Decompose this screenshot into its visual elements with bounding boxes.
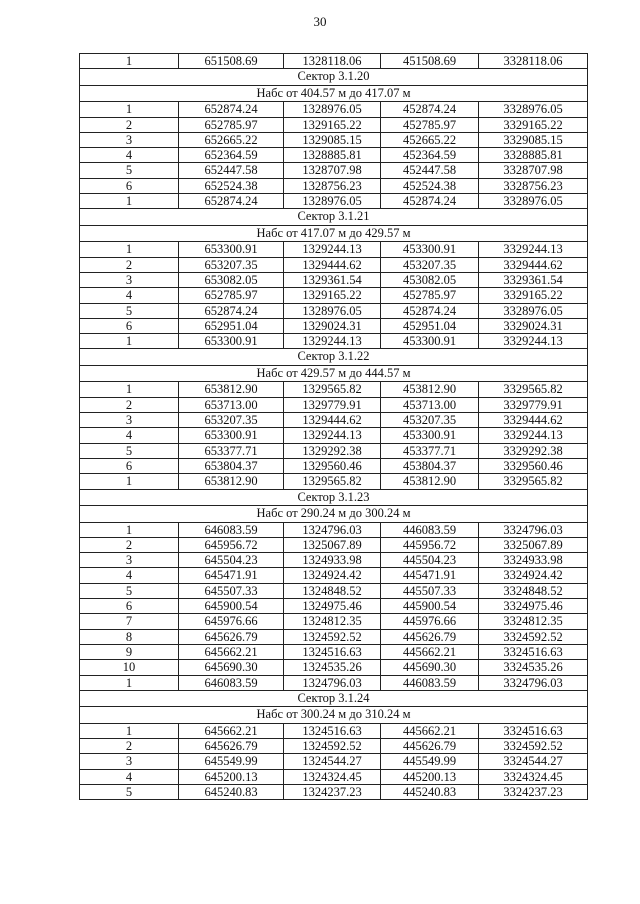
coordinate-cell: 653082.05 [179,272,284,287]
table-row [80,660,588,675]
coordinate-cell: 445549.99 [381,754,479,769]
point-number-cell: 6 [80,318,179,333]
table-row [80,194,588,209]
coordinate-cell: 645626.79 [179,629,284,644]
coordinate-cell: 453300.91 [381,242,479,257]
coordinate-cell: 1324796.03 [284,675,381,690]
point-number-cell: 3 [80,272,179,287]
coordinate-cell: 645662.21 [179,723,284,738]
coordinate-cell: 652874.24 [179,303,284,318]
coordinate-cell: 3328707.98 [479,163,588,178]
coordinate-cell: 1324848.52 [284,583,381,598]
coordinate-cell: 452364.59 [381,148,479,163]
table-row [80,614,588,629]
sector-title: Сектор 3.1.22 [80,349,588,366]
point-number-cell: 3 [80,413,179,428]
table-row [80,537,588,552]
coordinate-cell: 3328118.06 [479,54,588,69]
table-row [80,382,588,397]
coordinate-cell: 452785.97 [381,117,479,132]
coordinate-cell: 1324924.42 [284,568,381,583]
coordinate-cell: 3324592.52 [479,629,588,644]
table-row [80,397,588,412]
sector-height-range: Набс от 429.57 м до 444.57 м [80,365,588,382]
table-row [80,583,588,598]
coordinate-cell: 3329024.31 [479,318,588,333]
point-number-cell: 1 [80,675,179,690]
coordinate-cell: 645240.83 [179,784,284,799]
sector-title-row [80,209,588,226]
coordinate-cell: 653207.35 [179,257,284,272]
point-number-cell: 4 [80,568,179,583]
coordinate-cell: 1329779.91 [284,397,381,412]
coordinate-cell: 3328885.81 [479,148,588,163]
coordinate-cell: 3329244.13 [479,334,588,349]
point-number-cell: 1 [80,723,179,738]
coordinate-cell: 452447.58 [381,163,479,178]
coordinate-cell: 645200.13 [179,769,284,784]
coordinate-cell: 653377.71 [179,443,284,458]
coordinate-cell: 1325067.89 [284,537,381,552]
coordinate-cell: 653300.91 [179,428,284,443]
point-number-cell: 2 [80,537,179,552]
coordinate-cell: 445956.72 [381,537,479,552]
sector-height-range: Набс от 404.57 м до 417.07 м [80,85,588,102]
table-row [80,769,588,784]
coordinate-cell: 453804.37 [381,458,479,473]
coordinate-cell: 3329444.62 [479,413,588,428]
point-number-cell: 1 [80,334,179,349]
sector-title: Сектор 3.1.24 [80,690,588,707]
sector-height-range: Набс от 290.24 м до 300.24 м [80,506,588,523]
point-number-cell: 3 [80,553,179,568]
coordinate-cell: 1329244.13 [284,242,381,257]
table-row [80,754,588,769]
coordinate-cell: 3324592.52 [479,739,588,754]
coordinate-cell: 645900.54 [179,599,284,614]
sector-title: Сектор 3.1.23 [80,489,588,506]
coordinate-cell: 3329444.62 [479,257,588,272]
coordinate-cell: 453300.91 [381,334,479,349]
table-row [80,474,588,489]
table-row [80,568,588,583]
coordinate-cell: 1329024.31 [284,318,381,333]
point-number-cell: 7 [80,614,179,629]
coordinate-cell: 3329779.91 [479,397,588,412]
coordinate-cell: 3324848.52 [479,583,588,598]
coordinate-cell: 1329165.22 [284,117,381,132]
coordinate-cell: 453812.90 [381,474,479,489]
coordinate-cell: 652874.24 [179,102,284,117]
coordinate-cell: 1324933.98 [284,553,381,568]
table-row [80,318,588,333]
point-number-cell: 4 [80,148,179,163]
point-number-cell: 6 [80,458,179,473]
coordinate-cell: 452665.22 [381,132,479,147]
point-number-cell: 9 [80,644,179,659]
page-number: 30 [313,14,327,29]
coordinate-cell: 645549.99 [179,754,284,769]
coordinate-cell: 1324975.46 [284,599,381,614]
coordinates-table [79,53,588,800]
point-number-cell: 4 [80,769,179,784]
point-number-cell: 5 [80,583,179,598]
coordinate-cell: 645507.33 [179,583,284,598]
table-row [80,675,588,690]
sector-title-row [80,349,588,366]
point-number-cell: 2 [80,397,179,412]
point-number-cell: 1 [80,102,179,117]
sector-range-row [80,225,588,242]
coordinate-cell: 653207.35 [179,413,284,428]
coordinate-cell: 1324516.63 [284,644,381,659]
coordinate-cell: 453207.35 [381,413,479,428]
coordinate-cell: 1324535.26 [284,660,381,675]
coordinates-table-body [80,54,588,800]
coordinate-cell: 1328118.06 [284,54,381,69]
coordinate-cell: 645690.30 [179,660,284,675]
table-row [80,132,588,147]
coordinate-cell: 452874.24 [381,303,479,318]
coordinate-cell: 445690.30 [381,660,479,675]
coordinate-cell: 3328976.05 [479,194,588,209]
coordinate-cell: 1329565.82 [284,382,381,397]
coordinate-cell: 3328976.05 [479,102,588,117]
coordinate-cell: 3329165.22 [479,117,588,132]
sector-title-row [80,69,588,86]
coordinate-cell: 453082.05 [381,272,479,287]
coordinate-cell: 452951.04 [381,318,479,333]
table-row [80,553,588,568]
coordinate-cell: 1329444.62 [284,257,381,272]
coordinate-cell: 445240.83 [381,784,479,799]
table-row [80,428,588,443]
coordinate-cell: 1328976.05 [284,102,381,117]
coordinate-cell: 645626.79 [179,739,284,754]
table-row [80,148,588,163]
coordinate-cell: 3329292.38 [479,443,588,458]
coordinate-cell: 645662.21 [179,644,284,659]
coordinate-cell: 1324592.52 [284,739,381,754]
table-row [80,413,588,428]
coordinate-cell: 453300.91 [381,428,479,443]
coordinate-cell: 652785.97 [179,117,284,132]
coordinate-cell: 452874.24 [381,102,479,117]
coordinate-cell: 3324516.63 [479,644,588,659]
coordinate-cell: 451508.69 [381,54,479,69]
coordinate-cell: 646083.59 [179,522,284,537]
coordinate-cell: 645504.23 [179,553,284,568]
coordinate-cell: 3329244.13 [479,428,588,443]
table-row [80,257,588,272]
coordinate-cell: 1329444.62 [284,413,381,428]
coordinate-cell: 3324924.42 [479,568,588,583]
coordinate-cell: 1328707.98 [284,163,381,178]
coordinate-cell: 1329244.13 [284,428,381,443]
table-row [80,739,588,754]
sector-height-range: Набс от 417.07 м до 429.57 м [80,225,588,242]
sector-height-range: Набс от 300.24 м до 310.24 м [80,707,588,724]
coordinate-cell: 652951.04 [179,318,284,333]
coordinate-cell: 452874.24 [381,194,479,209]
coordinate-cell: 1328756.23 [284,178,381,193]
coordinate-cell: 452524.38 [381,178,479,193]
point-number-cell: 4 [80,428,179,443]
point-number-cell: 2 [80,117,179,132]
coordinate-cell: 453207.35 [381,257,479,272]
coordinate-cell: 3328976.05 [479,303,588,318]
sector-title-row [80,690,588,707]
coordinate-cell: 3324975.46 [479,599,588,614]
coordinate-cell: 652785.97 [179,288,284,303]
coordinate-cell: 3329565.82 [479,382,588,397]
table-row [80,178,588,193]
coordinate-cell: 645471.91 [179,568,284,583]
coordinate-cell: 445507.33 [381,583,479,598]
coordinate-cell: 445200.13 [381,769,479,784]
coordinate-cell: 1329244.13 [284,334,381,349]
coordinate-cell: 1324796.03 [284,522,381,537]
point-number-cell: 10 [80,660,179,675]
coordinate-cell: 3329165.22 [479,288,588,303]
coordinate-cell: 3325067.89 [479,537,588,552]
coordinate-cell: 653300.91 [179,334,284,349]
table-row [80,303,588,318]
table-row [80,272,588,287]
coordinate-cell: 1328976.05 [284,194,381,209]
table-row [80,163,588,178]
coordinate-cell: 445900.54 [381,599,479,614]
coordinate-cell: 445504.23 [381,553,479,568]
coordinate-cell: 453377.71 [381,443,479,458]
coordinate-cell: 652665.22 [179,132,284,147]
coordinate-cell: 452785.97 [381,288,479,303]
coordinate-cell: 3324796.03 [479,675,588,690]
coordinate-cell: 453812.90 [381,382,479,397]
coordinate-cell: 1324324.45 [284,769,381,784]
point-number-cell: 5 [80,784,179,799]
coordinate-cell: 645956.72 [179,537,284,552]
point-number-cell: 1 [80,54,179,69]
point-number-cell: 1 [80,382,179,397]
point-number-cell: 5 [80,303,179,318]
coordinate-cell: 652364.59 [179,148,284,163]
point-number-cell: 5 [80,443,179,458]
point-number-cell: 3 [80,132,179,147]
table-row [80,599,588,614]
table-row [80,443,588,458]
coordinate-cell: 1328976.05 [284,303,381,318]
point-number-cell: 1 [80,242,179,257]
sector-range-row [80,506,588,523]
coordinate-cell: 3329565.82 [479,474,588,489]
coordinate-cell: 3324933.98 [479,553,588,568]
coordinate-cell: 445976.66 [381,614,479,629]
sector-title: Сектор 3.1.21 [80,209,588,226]
coordinate-cell: 653300.91 [179,242,284,257]
coordinate-cell: 652524.38 [179,178,284,193]
coordinate-cell: 652874.24 [179,194,284,209]
table-row [80,458,588,473]
coordinate-cell: 1324544.27 [284,754,381,769]
coordinate-cell: 445471.91 [381,568,479,583]
table-row [80,334,588,349]
table-row [80,784,588,799]
sector-title: Сектор 3.1.20 [80,69,588,86]
coordinate-cell: 3324324.45 [479,769,588,784]
point-number-cell: 2 [80,739,179,754]
coordinate-cell: 3324812.35 [479,614,588,629]
table-row [80,644,588,659]
coordinate-cell: 453713.00 [381,397,479,412]
coordinate-cell: 645976.66 [179,614,284,629]
coordinate-cell: 446083.59 [381,675,479,690]
coordinate-cell: 446083.59 [381,522,479,537]
coordinate-cell: 1329361.54 [284,272,381,287]
coordinate-cell: 3329560.46 [479,458,588,473]
table-row [80,54,588,69]
coordinate-cell: 1324812.35 [284,614,381,629]
table-row [80,629,588,644]
coordinate-cell: 445626.79 [381,739,479,754]
point-number-cell: 1 [80,474,179,489]
coordinate-cell: 653713.00 [179,397,284,412]
coordinate-cell: 653812.90 [179,382,284,397]
coordinate-cell: 3324516.63 [479,723,588,738]
sector-title-row [80,489,588,506]
coordinate-cell: 1324592.52 [284,629,381,644]
coordinate-cell: 3324535.26 [479,660,588,675]
coordinate-cell: 1324237.23 [284,784,381,799]
coordinate-cell: 1324516.63 [284,723,381,738]
coordinate-cell: 653804.37 [179,458,284,473]
table-row [80,723,588,738]
table-row [80,102,588,117]
table-row [80,117,588,132]
table-row [80,522,588,537]
coordinate-cell: 1329085.15 [284,132,381,147]
point-number-cell: 6 [80,599,179,614]
coordinate-cell: 445626.79 [381,629,479,644]
coordinate-cell: 3324544.27 [479,754,588,769]
sector-range-row [80,707,588,724]
coordinate-cell: 1329165.22 [284,288,381,303]
coordinate-cell: 1329560.46 [284,458,381,473]
coordinate-cell: 646083.59 [179,675,284,690]
coordinate-cell: 3324237.23 [479,784,588,799]
coordinate-cell: 652447.58 [179,163,284,178]
table-row [80,242,588,257]
coordinate-cell: 3329085.15 [479,132,588,147]
coordinate-cell: 3329244.13 [479,242,588,257]
coordinate-cell: 1328885.81 [284,148,381,163]
sector-range-row [80,365,588,382]
coordinate-cell: 3324796.03 [479,522,588,537]
coordinate-cell: 1329292.38 [284,443,381,458]
coordinate-cell: 445662.21 [381,644,479,659]
coordinate-cell: 3328756.23 [479,178,588,193]
coordinate-cell: 445662.21 [381,723,479,738]
sector-range-row [80,85,588,102]
point-number-cell: 1 [80,194,179,209]
point-number-cell: 6 [80,178,179,193]
point-number-cell: 1 [80,522,179,537]
table-row [80,288,588,303]
point-number-cell: 3 [80,754,179,769]
coordinate-cell: 1329565.82 [284,474,381,489]
coordinate-cell: 651508.69 [179,54,284,69]
point-number-cell: 4 [80,288,179,303]
point-number-cell: 5 [80,163,179,178]
coordinate-cell: 653812.90 [179,474,284,489]
point-number-cell: 2 [80,257,179,272]
coordinate-cell: 3329361.54 [479,272,588,287]
point-number-cell: 8 [80,629,179,644]
